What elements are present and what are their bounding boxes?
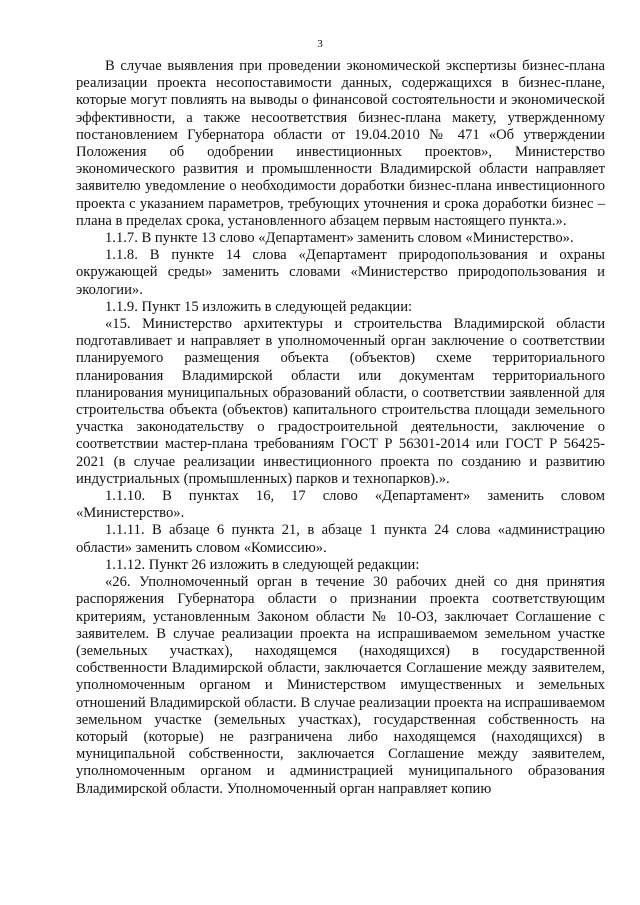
paragraph-expertise-case: В случае выявления при проведении экономической экспертизы бизнес-плана реализации проекта несопоставимости данных, содержащихся в бизнес-плане, которые могут повлиять на выводы о финансовой состоятельности и экономической эффективности, а также несоответствия бизнес-плана макету, утвержденному постановлением Губернатора области от 19.04.2010 № 471 «Об утверждении Положения об одобрении инвестиционных проектов», Министерство экономического развития и промышленности Владимирской области направляет заявителю уведомление о необходимости доработки бизнес-плана инвестиционного проекта с указанием параметров, требующих уточнения и срока доработки бизнес – плана в пределах срока, установленного абзацем первым настоящего пункта.». (76, 58, 605, 229)
paragraph-1-1-9: 1.1.9. Пункт 15 изложить в следующей редакции: (105, 298, 413, 315)
document-body (76, 58, 605, 798)
paragraph-clause-26: «26. Уполномоченный орган в течение 30 рабочих дней со дня принятия распоряжения Губернатора области о признании проекта соответствующим критериям, установленным Законом области № 10-ОЗ, заключает Соглашение с заявителем. В случае реализации проекта на испрашиваемом земельном участке (земельных участках), находящемся (находящихся) в государственной собственности Владимирской области, заключается Соглашение между заявителем, уполномоченным органом и Министерством имущественных и земельных отношений Владимирской области. В случае реализации проекта на испрашиваемом земельном участке (земельных участках), государственная собственность на который (которые) не разграничена либо находящемся (находящихся) в муниципальной собственности, заключается Соглашение между заявителем, уполномоченным органом и администрацией муниципального образования Владимирской области. Уполномоченный орган направляет копию (76, 574, 605, 797)
paragraph-1-1-7: 1.1.7. В пункте 13 слово «Департамент» заменить словом «Министерство». (105, 230, 574, 247)
paragraph-1-1-11: 1.1.11. В абзаце 6 пункта 21, в абзаце 1 пункта 24 слова «администрацию области» заменить словом «Комиссию». (76, 522, 605, 556)
paragraph-1-1-12: 1.1.12. Пункт 26 изложить в следующей редакции: (105, 556, 420, 573)
paragraph-clause-15: «15. Министерство архитектуры и строительства Владимирской области подготавливает и направляет в уполномоченный орган заключение о соответствии планируемого размещения объекта (объектов) схеме территориального планирования Владимирской области или документам территориального планирования муниципальных образований области, о соответствии заявленной для строительства объекта (объектов) капитального строительства площади земельного участка законодательству о градостроительной деятельности, заключение о соответствии мастер-плана требованиям ГОСТ Р 56301-2014 или ГОСТ Р 56425-2021 (в случае реализации инвестиционного проекта по созданию и развитию индустриальных (промышленных) парков и технопарков).». (76, 316, 605, 487)
paragraph-1-1-10: 1.1.10. В пунктах 16, 17 слово «Департамент» заменить словом «Министерство». (76, 488, 605, 522)
page-number: 3 (317, 38, 323, 50)
paragraph-1-1-8: 1.1.8. В пункте 14 слова «Департамент природопользования и охраны окружающей среды» заменить словами «Министерство природопользования и экологии». (76, 247, 605, 298)
